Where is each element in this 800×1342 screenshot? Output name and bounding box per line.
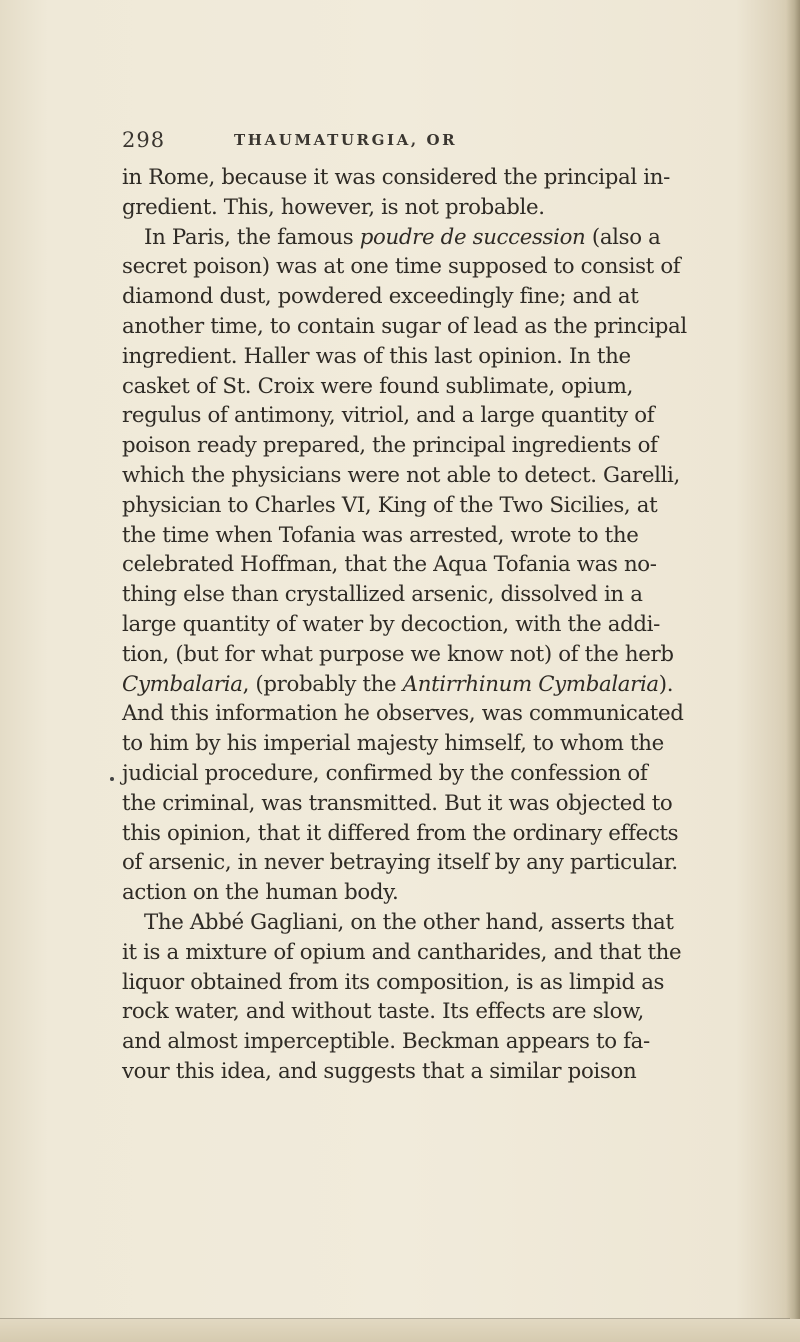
page-number: 298 [122, 128, 166, 152]
text-line: thing else than crystallized arsenic, dissolved in a [122, 582, 643, 608]
page-header [122, 128, 742, 152]
text-line: another time, to contain sugar of lead as the principal [122, 313, 687, 339]
ink-speck [110, 777, 114, 781]
text-line: regulus of antimony, vitriol, and a large quantity of [122, 403, 655, 429]
text-line: it is a mixture of opium and cantharides, and that the [122, 939, 682, 965]
text-line: casket of St. Croix were found sublimate, opium, [122, 373, 634, 399]
text-line: Cymbalaria, (probably the Antirrhinum Cymbalaria). [122, 671, 674, 697]
text-line: of arsenic, in never betraying itself by any particular. [122, 850, 678, 876]
text-line: celebrated Hoffman, that the Aqua Tofania was no- [122, 552, 657, 578]
text-line: rock water, and without taste. Its effects are slow, [122, 999, 644, 1025]
text-line: the criminal, was transmitted. But it was objected to [122, 790, 673, 816]
text-line: and almost imperceptible. Beckman appears to fa- [122, 1029, 650, 1055]
page-bottom-shade [0, 1319, 800, 1342]
text-line: poison ready prepared, the principal ingredients of [122, 433, 658, 459]
text-line: judicial procedure, confirmed by the confession of [122, 760, 648, 786]
text-line: in Rome, because it was considered the principal in- [122, 165, 670, 190]
text-line: vour this idea, and suggests that a similar poison [122, 1058, 637, 1084]
running-head: THAUMATURGIA, OR [234, 131, 458, 149]
text-line: gredient. This, however, is not probable. [122, 194, 545, 220]
text-line: And this information he observes, was communicated [122, 701, 684, 727]
text-line: this opinion, that it differed from the ordinary effects [122, 820, 679, 846]
text-line: secret poison) was at one time supposed to consist of [122, 254, 681, 280]
text-line: The Abbé Gagliani, on the other hand, asserts that [144, 909, 674, 935]
text-line: large quantity of water by decoction, with the addi- [122, 611, 660, 637]
text-line: to him by his imperial majesty himself, to whom the [122, 731, 664, 757]
text-line: diamond dust, powdered exceedingly fine; and at [122, 284, 639, 310]
body-text [122, 163, 800, 1087]
text-line: the time when Tofania was arrested, wrote to the [122, 522, 639, 548]
text-line: liquor obtained from its composition, is as limpid as [122, 969, 665, 995]
text-line: physician to Charles VI, King of the Two Sicilies, at [122, 492, 658, 518]
text-line: action on the human body. [122, 880, 399, 906]
text-line: ingredient. Haller was of this last opinion. In the [122, 343, 631, 369]
text-line: tion, (but for what purpose we know not) of the herb [122, 641, 674, 667]
text-line: In Paris, the famous poudre de succession (also a [144, 224, 661, 250]
text-line: which the physicians were not able to detect. Garelli, [122, 462, 680, 488]
